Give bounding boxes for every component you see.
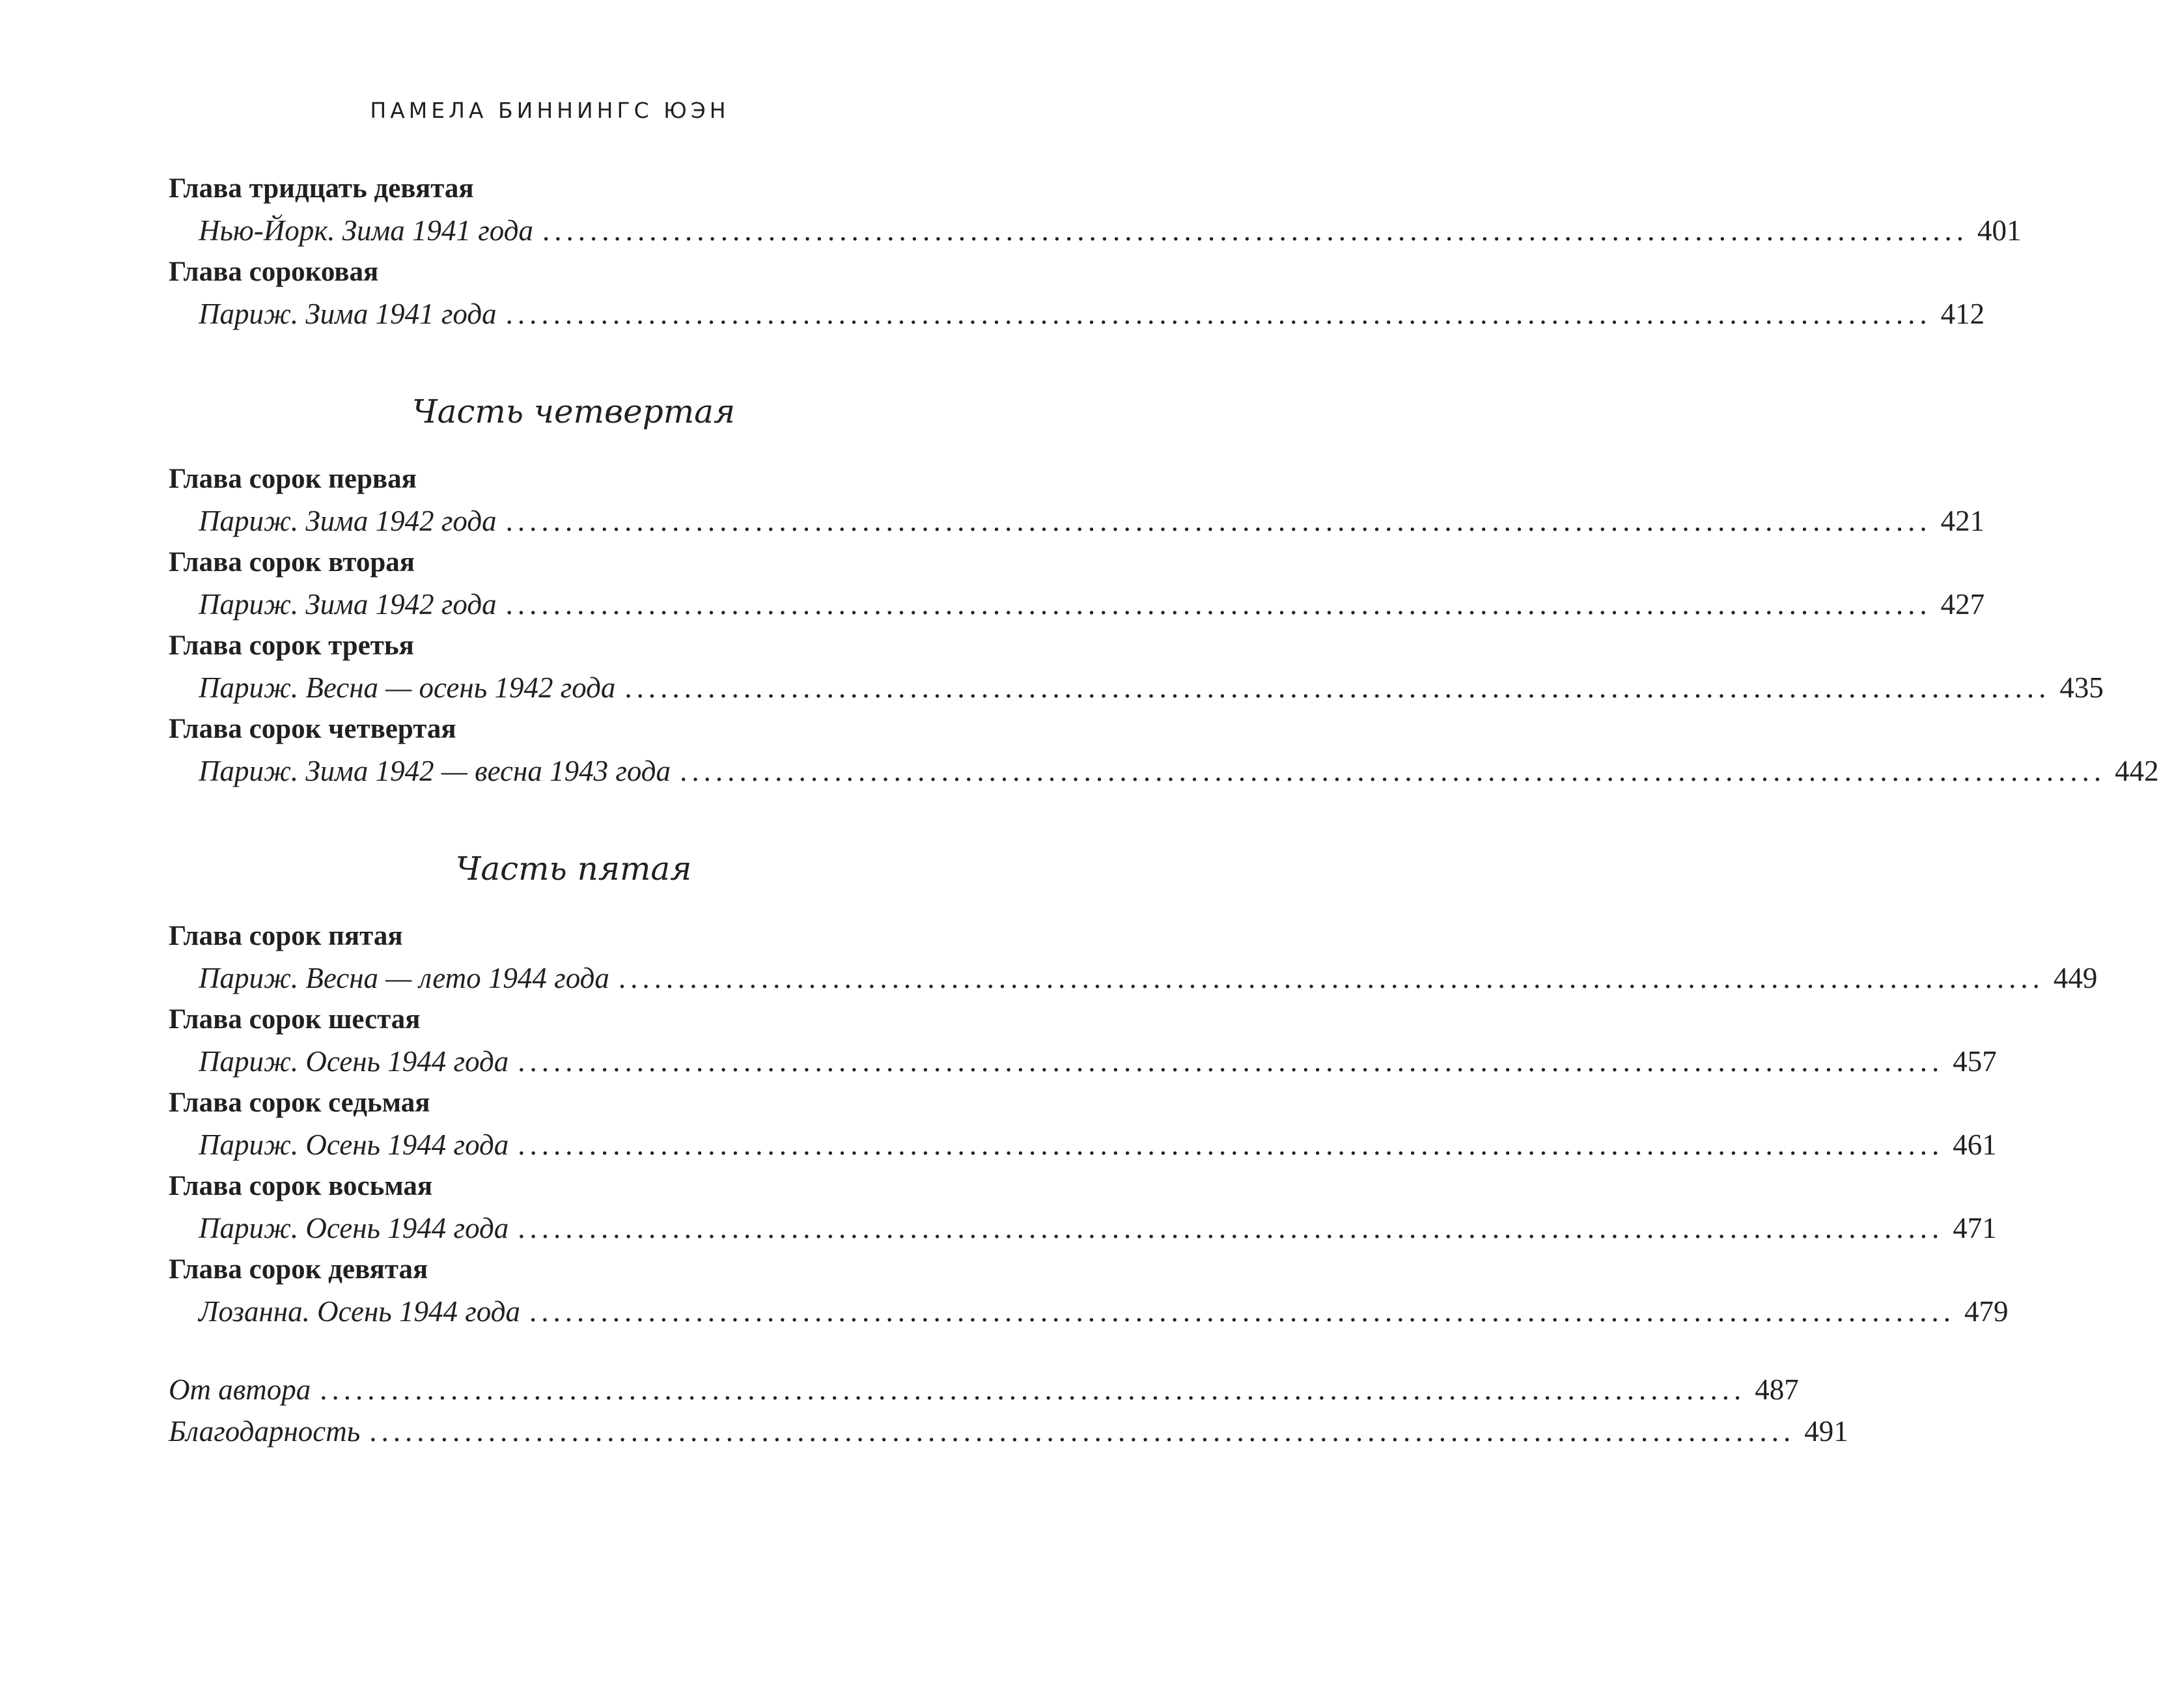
toc-entry-author-note (169, 1369, 1799, 1410)
toc-entry-ch45 (169, 916, 2098, 999)
table-of-contents (169, 168, 2159, 1452)
toc-entry-ch40 (169, 251, 1985, 335)
page-number: 457 (1953, 1045, 1997, 1078)
chapter-subtitle: Париж. Весна — осень 1942 года (199, 671, 616, 704)
chapter-title: Глава тридцать девятая (169, 173, 474, 204)
part-five-heading: Часть пятая (455, 850, 692, 888)
page-number: 442 (2115, 755, 2159, 787)
toc-entry-ch49 (169, 1249, 2009, 1332)
dot-leader: ........................................................................................................................ (542, 214, 1968, 247)
chapter-title: Глава сорок восьмая (169, 1171, 433, 1201)
dot-leader: ........................................................................................................................ (369, 1415, 1796, 1448)
end-matter-title: Благодарность (169, 1415, 361, 1448)
chapter-title: Глава сорок первая (169, 464, 417, 494)
page-number: 487 (1755, 1373, 1799, 1406)
page-number: 401 (1977, 214, 2022, 247)
dot-leader: ........................................................................................................................ (505, 588, 1932, 621)
chapter-line (169, 667, 2104, 708)
dot-leader: ........................................................................................................................ (320, 1373, 1746, 1406)
chapter-subtitle: Париж. Осень 1944 года (199, 1212, 509, 1244)
chapter-line (169, 1041, 1997, 1082)
chapter-title: Глава сорок четвертая (169, 714, 456, 744)
running-header: ПАМЕЛА БИННИНГС ЮЭН (370, 98, 730, 123)
dot-leader: ........................................................................................................................ (680, 755, 2106, 787)
page-number: 491 (1804, 1415, 1848, 1448)
chapter-line (169, 583, 1985, 625)
chapter-subtitle: Париж. Зима 1942 года (199, 505, 497, 537)
chapter-title: Глава сорок вторая (169, 547, 415, 578)
chapter-title: Глава сорок седьмая (169, 1087, 430, 1118)
toc-entry-acknowledgements (169, 1410, 1848, 1452)
toc-entry-ch48 (169, 1166, 1997, 1249)
chapter-line (169, 957, 2098, 999)
page-number: 471 (1953, 1212, 1997, 1244)
chapter-title: Глава сорок девятая (169, 1254, 428, 1285)
chapter-line (169, 1291, 2009, 1332)
chapter-subtitle: Париж. Зима 1942 — весна 1943 года (199, 755, 671, 787)
page-number: 412 (1940, 298, 1985, 330)
chapter-subtitle: Париж. Осень 1944 года (199, 1045, 509, 1078)
chapter-subtitle: Париж. Весна — лето 1944 года (199, 962, 609, 994)
chapter-title: Глава сорок пятая (169, 921, 403, 951)
chapter-subtitle: Париж. Зима 1941 года (199, 298, 497, 330)
chapter-title: Глава сорок шестая (169, 1004, 421, 1035)
toc-entry-ch43 (169, 625, 2104, 708)
dot-leader: ........................................................................................................................ (529, 1295, 1955, 1328)
dot-leader: ........................................................................................................................ (618, 962, 2044, 994)
toc-entry-ch41 (169, 458, 1985, 542)
page-number: 421 (1940, 505, 1985, 537)
chapter-subtitle: Нью-Йорк. Зима 1941 года (199, 214, 533, 247)
dot-leader: ........................................................................................................................ (505, 505, 1932, 537)
toc-entry-ch47 (169, 1082, 1997, 1166)
chapter-line (169, 750, 2159, 792)
chapter-line (169, 500, 1985, 542)
chapter-subtitle: Лозанна. Осень 1944 года (199, 1295, 520, 1328)
page-number: 427 (1940, 588, 1985, 621)
dot-leader: ........................................................................................................................ (518, 1045, 1944, 1078)
dot-leader: ........................................................................................................................ (518, 1212, 1944, 1244)
end-matter-title: От автора (169, 1373, 311, 1406)
chapter-line (169, 210, 2022, 251)
chapter-line (169, 1124, 1997, 1166)
toc-entry-ch39 (169, 168, 2022, 251)
chapter-line (169, 1207, 1997, 1249)
dot-leader: ........................................................................................................................ (624, 671, 2051, 704)
chapter-title: Глава сорок третья (169, 630, 414, 661)
toc-entry-ch42 (169, 542, 1985, 625)
chapter-subtitle: Париж. Зима 1942 года (199, 588, 497, 621)
chapter-subtitle: Париж. Осень 1944 года (199, 1128, 509, 1161)
dot-leader: ........................................................................................................................ (518, 1128, 1944, 1161)
part-four-heading: Часть четвертая (411, 393, 736, 430)
chapter-line (169, 293, 1985, 335)
page-number: 449 (2053, 962, 2098, 994)
dot-leader: ........................................................................................................................ (505, 298, 1932, 330)
chapter-title: Глава сороковая (169, 257, 379, 287)
page-number: 435 (2059, 671, 2104, 704)
toc-entry-ch46 (169, 999, 1997, 1082)
page-number: 461 (1953, 1128, 1997, 1161)
page-number: 479 (1964, 1295, 2009, 1328)
toc-entry-ch44 (169, 708, 2159, 792)
